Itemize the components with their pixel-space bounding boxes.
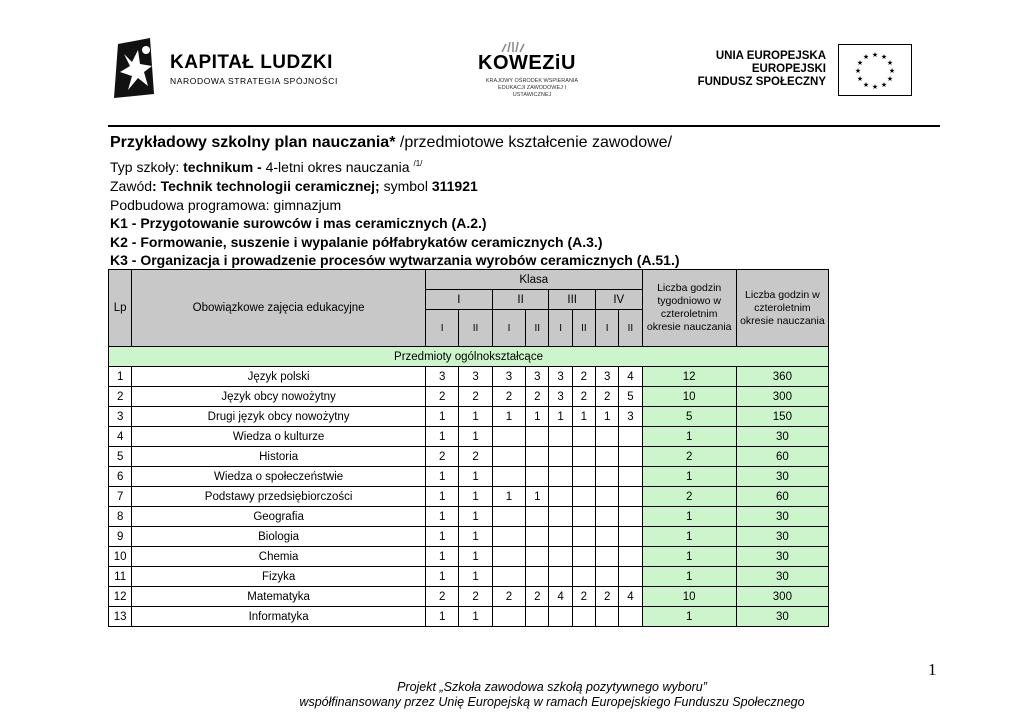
row-semester-hours: 2 bbox=[425, 387, 458, 407]
row-semester-hours bbox=[526, 567, 549, 587]
row-weekly-hours: 10 bbox=[642, 387, 736, 407]
svg-text:★: ★ bbox=[880, 81, 888, 89]
header-year-2: II bbox=[492, 290, 549, 310]
row-semester-hours bbox=[572, 467, 595, 487]
row-weekly-hours: 1 bbox=[642, 547, 736, 567]
row-lp: 4 bbox=[109, 427, 132, 447]
row-semester-hours bbox=[526, 467, 549, 487]
row-semester-hours bbox=[526, 427, 549, 447]
header-lp: Lp bbox=[109, 270, 132, 347]
row-semester-hours bbox=[619, 547, 642, 567]
header-klasa: Klasa bbox=[425, 270, 642, 290]
row-semester-hours bbox=[619, 427, 642, 447]
row-weekly-hours: 1 bbox=[642, 607, 736, 627]
header-year-4: IV bbox=[596, 290, 643, 310]
row-semester-hours bbox=[549, 467, 572, 487]
table-row bbox=[109, 547, 829, 567]
header-semester: I bbox=[549, 310, 572, 347]
row-semester-hours: 2 bbox=[459, 587, 492, 607]
title-rest: /przedmiotowe kształcenie zawodowe/ bbox=[395, 134, 673, 151]
row-semester-hours: 2 bbox=[425, 587, 458, 607]
eu-logo bbox=[697, 44, 912, 96]
row-semester-hours: 3 bbox=[492, 367, 525, 387]
row-semester-hours bbox=[549, 487, 572, 507]
row-total-hours: 30 bbox=[736, 547, 828, 567]
row-semester-hours: 1 bbox=[425, 607, 458, 627]
header-semester: I bbox=[492, 310, 525, 347]
table-row bbox=[109, 567, 829, 587]
row-semester-hours bbox=[572, 487, 595, 507]
row-semester-hours bbox=[619, 507, 642, 527]
row-semester-hours: 1 bbox=[459, 407, 492, 427]
row-semester-hours bbox=[492, 567, 525, 587]
curriculum-table bbox=[108, 269, 829, 627]
row-subject: Matematyka bbox=[132, 587, 426, 607]
row-semester-hours bbox=[596, 427, 619, 447]
row-semester-hours: 1 bbox=[549, 407, 572, 427]
row-weekly-hours: 1 bbox=[642, 567, 736, 587]
row-semester-hours bbox=[572, 447, 595, 467]
table-row bbox=[109, 447, 829, 467]
kapital-ludzki-logo bbox=[110, 36, 338, 106]
row-semester-hours bbox=[572, 547, 595, 567]
row-semester-hours: 2 bbox=[572, 367, 595, 387]
row-semester-hours bbox=[549, 527, 572, 547]
school-type-footnote: /1/ bbox=[413, 159, 423, 168]
row-subject: Biologia bbox=[132, 527, 426, 547]
koweziu-title: KOWEZiU bbox=[478, 52, 576, 74]
header-semester: I bbox=[596, 310, 619, 347]
koweziu-logo bbox=[478, 42, 598, 102]
row-semester-hours bbox=[572, 567, 595, 587]
header-year-3: III bbox=[549, 290, 596, 310]
row-subject: Drugi język obcy nowożytny bbox=[132, 407, 426, 427]
row-semester-hours: 2 bbox=[492, 587, 525, 607]
row-weekly-hours: 2 bbox=[642, 487, 736, 507]
row-semester-hours bbox=[619, 527, 642, 547]
header-total: Liczba godzin w czteroletnim okresie nauczania bbox=[736, 270, 828, 347]
table-row bbox=[109, 587, 829, 607]
row-semester-hours: 1 bbox=[425, 487, 458, 507]
row-lp: 8 bbox=[109, 507, 132, 527]
row-lp: 6 bbox=[109, 467, 132, 487]
row-total-hours: 30 bbox=[736, 567, 828, 587]
row-semester-hours bbox=[526, 547, 549, 567]
row-subject: Język polski bbox=[132, 367, 426, 387]
row-semester-hours bbox=[596, 527, 619, 547]
row-total-hours: 30 bbox=[736, 467, 828, 487]
row-semester-hours: 1 bbox=[425, 527, 458, 547]
row-lp: 3 bbox=[109, 407, 132, 427]
row-semester-hours: 1 bbox=[425, 507, 458, 527]
row-semester-hours: 1 bbox=[492, 487, 525, 507]
header-semester: II bbox=[572, 310, 595, 347]
row-lp: 9 bbox=[109, 527, 132, 547]
row-semester-hours: 4 bbox=[619, 587, 642, 607]
row-weekly-hours: 1 bbox=[642, 527, 736, 547]
row-total-hours: 60 bbox=[736, 447, 828, 467]
row-semester-hours: 2 bbox=[596, 587, 619, 607]
row-semester-hours: 1 bbox=[459, 547, 492, 567]
row-semester-hours: 1 bbox=[425, 547, 458, 567]
title-bold: Przykładowy szkolny plan nauczania* bbox=[110, 134, 396, 151]
svg-text:★: ★ bbox=[856, 59, 864, 67]
row-lp: 10 bbox=[109, 547, 132, 567]
svg-text:★: ★ bbox=[871, 83, 879, 91]
row-lp: 7 bbox=[109, 487, 132, 507]
row-lp: 12 bbox=[109, 587, 132, 607]
row-semester-hours: 1 bbox=[459, 427, 492, 447]
row-semester-hours: 2 bbox=[572, 387, 595, 407]
header-semester: II bbox=[526, 310, 549, 347]
koweziu-subtitle: KRAJOWY OŚRODEK WSPIERANIA EDUKACJI ZAWODOWEJ I USTAWICZNEJ bbox=[485, 78, 579, 98]
row-total-hours: 150 bbox=[736, 407, 828, 427]
row-weekly-hours: 1 bbox=[642, 467, 736, 487]
kapital-ludzki-subtitle: NARODOWA STRATEGIA SPÓJNOŚCI bbox=[170, 76, 338, 86]
row-subject: Wiedza o społeczeństwie bbox=[132, 467, 426, 487]
row-semester-hours bbox=[596, 487, 619, 507]
row-semester-hours: 5 bbox=[619, 387, 642, 407]
eu-line-3: FUNDUSZ SPOŁECZNY bbox=[697, 76, 826, 88]
row-subject: Historia bbox=[132, 447, 426, 467]
row-semester-hours bbox=[572, 527, 595, 547]
row-semester-hours: 2 bbox=[526, 387, 549, 407]
table-row bbox=[109, 507, 829, 527]
qualification-k1: K1 - Przygotowanie surowców i mas ceramicznych (A.2.) bbox=[110, 215, 487, 231]
row-semester-hours bbox=[596, 507, 619, 527]
row-semester-hours: 2 bbox=[492, 387, 525, 407]
row-semester-hours: 4 bbox=[619, 367, 642, 387]
row-weekly-hours: 1 bbox=[642, 427, 736, 447]
svg-text:★: ★ bbox=[862, 81, 870, 89]
row-semester-hours bbox=[526, 507, 549, 527]
row-semester-hours bbox=[492, 527, 525, 547]
row-semester-hours bbox=[596, 467, 619, 487]
row-semester-hours bbox=[596, 547, 619, 567]
row-weekly-hours: 12 bbox=[642, 367, 736, 387]
row-subject: Wiedza o kulturze bbox=[132, 427, 426, 447]
row-semester-hours: 2 bbox=[596, 387, 619, 407]
koweziu-sun-icon bbox=[500, 42, 526, 52]
row-semester-hours bbox=[492, 447, 525, 467]
row-total-hours: 360 bbox=[736, 367, 828, 387]
svg-text:★: ★ bbox=[854, 67, 862, 75]
row-weekly-hours: 10 bbox=[642, 587, 736, 607]
table-row bbox=[109, 467, 829, 487]
table-row bbox=[109, 487, 829, 507]
row-total-hours: 30 bbox=[736, 527, 828, 547]
row-semester-hours: 1 bbox=[425, 427, 458, 447]
row-weekly-hours: 5 bbox=[642, 407, 736, 427]
footer-line-1: Projekt „Szkoła zawodowa szkołą pozytywnego wyboru” bbox=[397, 680, 707, 694]
table-row bbox=[109, 407, 829, 427]
row-lp: 11 bbox=[109, 567, 132, 587]
row-lp: 1 bbox=[109, 367, 132, 387]
row-semester-hours bbox=[619, 607, 642, 627]
row-weekly-hours: 1 bbox=[642, 507, 736, 527]
header-weekly: Liczba godzin tygodniowo w czteroletnim okresie nauczania bbox=[642, 270, 736, 347]
row-semester-hours bbox=[549, 607, 572, 627]
row-lp: 2 bbox=[109, 387, 132, 407]
row-semester-hours bbox=[549, 427, 572, 447]
row-total-hours: 300 bbox=[736, 587, 828, 607]
row-semester-hours bbox=[549, 507, 572, 527]
row-semester-hours bbox=[619, 567, 642, 587]
svg-text:★: ★ bbox=[888, 67, 896, 75]
table-row bbox=[109, 527, 829, 547]
row-subject: Chemia bbox=[132, 547, 426, 567]
header-year-1: I bbox=[425, 290, 492, 310]
occupation-value: : Technik technologii ceramicznej; bbox=[152, 178, 380, 194]
row-semester-hours: 4 bbox=[549, 587, 572, 607]
row-subject: Podstawy przedsiębiorczości bbox=[132, 487, 426, 507]
occupation-symbol: 311921 bbox=[431, 178, 478, 194]
row-total-hours: 30 bbox=[736, 607, 828, 627]
table-row bbox=[109, 607, 829, 627]
row-semester-hours bbox=[596, 567, 619, 587]
eu-line-1: UNIA EUROPEJSKA bbox=[715, 50, 826, 62]
row-semester-hours bbox=[492, 547, 525, 567]
row-semester-hours bbox=[492, 427, 525, 447]
table-row bbox=[109, 367, 829, 387]
eu-text bbox=[698, 50, 826, 89]
row-semester-hours: 2 bbox=[459, 387, 492, 407]
row-semester-hours: 1 bbox=[492, 407, 525, 427]
row-semester-hours bbox=[492, 507, 525, 527]
table-row bbox=[109, 387, 829, 407]
page-number: 1 bbox=[928, 660, 937, 679]
row-semester-hours bbox=[596, 447, 619, 467]
page-title bbox=[110, 134, 672, 152]
row-semester-hours bbox=[526, 527, 549, 547]
row-total-hours: 60 bbox=[736, 487, 828, 507]
row-subject: Język obcy nowożytny bbox=[132, 387, 426, 407]
row-semester-hours: 1 bbox=[459, 487, 492, 507]
row-semester-hours: 3 bbox=[526, 367, 549, 387]
row-semester-hours: 1 bbox=[425, 567, 458, 587]
row-semester-hours bbox=[619, 487, 642, 507]
row-semester-hours: 1 bbox=[526, 407, 549, 427]
row-total-hours: 30 bbox=[736, 427, 828, 447]
header-semester: II bbox=[619, 310, 642, 347]
row-semester-hours: 2 bbox=[459, 447, 492, 467]
row-semester-hours bbox=[526, 607, 549, 627]
row-semester-hours: 3 bbox=[596, 367, 619, 387]
row-semester-hours: 3 bbox=[619, 407, 642, 427]
eu-flag-icon bbox=[838, 44, 912, 96]
row-semester-hours: 1 bbox=[425, 467, 458, 487]
svg-text:★: ★ bbox=[886, 75, 894, 83]
row-semester-hours bbox=[526, 447, 549, 467]
svg-text:★: ★ bbox=[871, 51, 879, 59]
row-semester-hours bbox=[572, 507, 595, 527]
qualification-k2: K2 - Formowanie, suszenie i wypalanie półfabrykatów ceramicznych (A.3.) bbox=[110, 234, 603, 250]
occupation bbox=[110, 177, 478, 195]
row-semester-hours: 1 bbox=[526, 487, 549, 507]
row-semester-hours bbox=[492, 607, 525, 627]
row-semester-hours bbox=[572, 427, 595, 447]
header-semester: I bbox=[425, 310, 458, 347]
row-semester-hours: 1 bbox=[459, 527, 492, 547]
row-subject: Fizyka bbox=[132, 567, 426, 587]
row-semester-hours: 2 bbox=[526, 587, 549, 607]
row-semester-hours: 1 bbox=[425, 407, 458, 427]
qualification-k3: K3 - Organizacja i prowadzenie procesów wytwarzania wyrobów ceramicznych (A.51.) bbox=[110, 252, 680, 268]
row-total-hours: 300 bbox=[736, 387, 828, 407]
row-semester-hours bbox=[549, 447, 572, 467]
occupation-symbol-label: symbol bbox=[379, 178, 432, 194]
row-total-hours: 30 bbox=[736, 507, 828, 527]
row-semester-hours: 1 bbox=[459, 467, 492, 487]
occupation-label: Zawód bbox=[110, 178, 153, 194]
row-weekly-hours: 2 bbox=[642, 447, 736, 467]
row-semester-hours: 3 bbox=[549, 367, 572, 387]
row-semester-hours: 3 bbox=[549, 387, 572, 407]
row-semester-hours bbox=[572, 607, 595, 627]
row-semester-hours bbox=[549, 547, 572, 567]
school-type-rest: 4-letni okres nauczania bbox=[261, 159, 414, 175]
row-semester-hours bbox=[549, 567, 572, 587]
row-semester-hours bbox=[596, 607, 619, 627]
footer-line-2: współfinansowany przez Unię Europejską w ramach Europejskiego Funduszu Społecznego bbox=[299, 695, 805, 709]
header-subjects: Obowiązkowe zajęcia edukacyjne bbox=[132, 270, 426, 347]
section-general: Przedmioty ogólnokształcące bbox=[109, 347, 829, 367]
kapital-ludzki-title: KAPITAŁ LUDZKI bbox=[170, 52, 333, 73]
row-lp: 13 bbox=[109, 607, 132, 627]
svg-text:★: ★ bbox=[886, 59, 894, 67]
svg-text:★: ★ bbox=[880, 53, 888, 61]
header-semester: II bbox=[459, 310, 492, 347]
school-type-value: technikum - bbox=[183, 159, 262, 175]
svg-text:★: ★ bbox=[856, 75, 864, 83]
svg-text:★: ★ bbox=[862, 53, 870, 61]
school-type-label: Typ szkoły: bbox=[110, 159, 184, 175]
header-rule bbox=[108, 125, 940, 127]
row-subject: Geografia bbox=[132, 507, 426, 527]
row-semester-hours: 2 bbox=[425, 447, 458, 467]
row-semester-hours bbox=[619, 447, 642, 467]
row-semester-hours: 1 bbox=[572, 407, 595, 427]
row-semester-hours: 1 bbox=[459, 607, 492, 627]
table-row bbox=[109, 427, 829, 447]
row-semester-hours: 1 bbox=[459, 507, 492, 527]
row-semester-hours: 3 bbox=[425, 367, 458, 387]
row-subject: Informatyka bbox=[132, 607, 426, 627]
school-type bbox=[110, 155, 422, 176]
row-semester-hours: 1 bbox=[596, 407, 619, 427]
eu-line-2: EUROPEJSKI bbox=[751, 63, 826, 75]
program-base: Podbudowa programowa: gimnazjum bbox=[110, 197, 342, 213]
row-semester-hours: 1 bbox=[459, 567, 492, 587]
row-lp: 5 bbox=[109, 447, 132, 467]
row-semester-hours bbox=[619, 467, 642, 487]
row-semester-hours: 2 bbox=[572, 587, 595, 607]
row-semester-hours bbox=[492, 467, 525, 487]
row-semester-hours: 3 bbox=[459, 367, 492, 387]
kapital-ludzki-emblem-icon bbox=[110, 36, 156, 100]
